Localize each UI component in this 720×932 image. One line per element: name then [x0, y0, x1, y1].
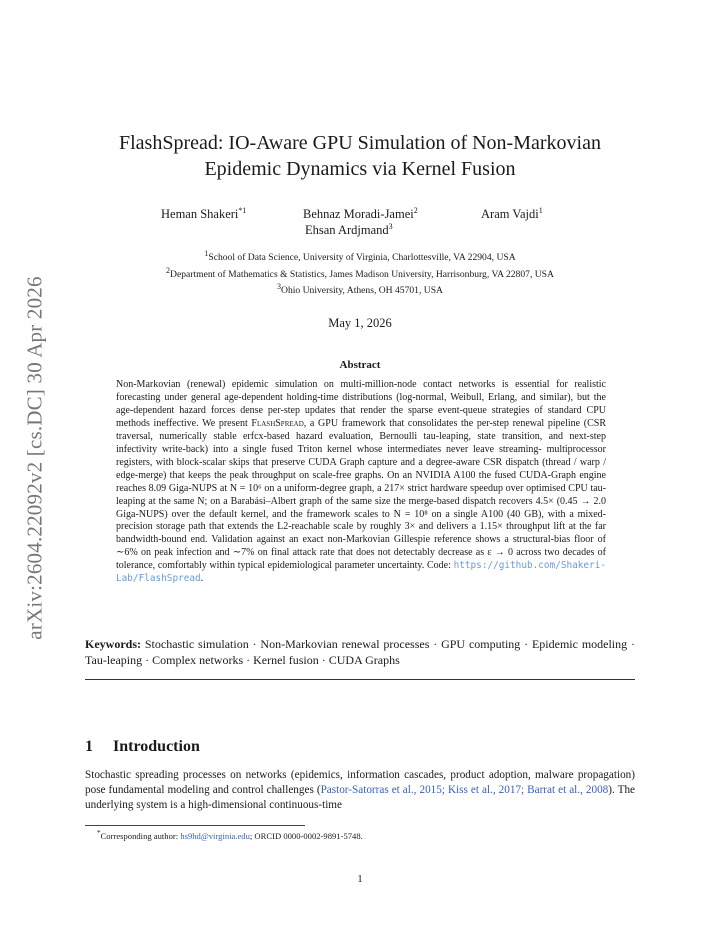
page-number: 1 [357, 873, 363, 885]
section-divider [85, 679, 635, 680]
author-2: Behnaz Moradi-Jamei$^2$ [303, 206, 418, 222]
email-link[interactable]: hs9hd@virginia.edu [180, 830, 250, 841]
publication-date: May 1, 2026 [328, 316, 392, 330]
affiliation-2: $^2$Department of Mathematics & Statistics, James Madison University, Harrisonburg, VA 22807, USA [166, 266, 554, 281]
author-3: Aram Vajdi$^1$ [481, 206, 543, 222]
footnote: *Corresponding author: hs9hd@virginia.edu; ORCID 0000-0002-9891-5748. [97, 829, 363, 841]
affiliation-3: $^3$Ohio University, Athens, OH 45701, USA [277, 282, 443, 297]
abstract-body: Non-Markovian (renewal) epidemic simulation on multi-million-node contact networks is essential for realistic forecasting under general age-dependent holding-time distributions (log-normal, Weibull, Erlang, and similar), but the age-dependent hazard forces dense per-step updates that render the sparse event-queue strategies of standard CPU methods ineffective. We present FlashSpread, a GPU framework that consolidates the per-step renewal pipeline (CSR traversal, numerically stable erfcx-based hazard evaluation, Bernoulli tau-leaping, state transition, and next-step infectivity write-back) into a single fused Triton kernel whose intermediates never leave streaming- multiprocessor registers, with block-scalar skips that preserve CUDA Graph capture and a degree-aware CSR dispatch (thread / warp / edge-merge) that keeps the peak throughput on scale-free graphs. On an NVIDIA A100 the fused CUDA-Graph engine reaches 8.09 Giga-NUPS at N = 10⁶ on a uniform-degree graph, a 217× strict hardware speedup over optimised CPU tau-leaping at the same N; on a Barabási–Albert graph of the same size the merge-based dispatch recovers 4.5× (0.45 → 2.0 Giga-NUPS) over the default kernel, and the framework scales to N = 10⁸ on a single A100 (40 GB), with a mixed-precision storage path that extends the L2-reachable scale by roughly 3× and delivers a 1.15× throughput lift at the far bandwidth-bound end. Validation against an exact non-Markovian Gillespie reference shows a structural-bias floor of ∼6% on peak infection and ∼7% on final attack rate that does not detectably decrease as ε → 0 across two decades of tolerance, comfortably within typical epidemiological parameter uncertainty. Code: https://github.com/Shakeri-Lab/FlashSpread. [116, 379, 606, 585]
affiliation-1: $^1$School of Data Science, University of Virginia, Charlottesville, VA 22904, USA [204, 249, 516, 264]
arxiv-identifier: arXiv:2604.22092v2 [cs.DC] 30 Apr 2026 [22, 276, 47, 640]
section-heading [85, 738, 200, 756]
keywords-list: Stochastic simulation · Non-Markovian renewal processes · GPU computing · Epidemic modeling · Tau-leaping · Complex networks · Kernel fusion · CUDA Graphs [85, 637, 635, 667]
framework-name: FlashSpread [251, 417, 304, 429]
title-line-1: FlashSpread: IO-Aware GPU Simulation of Non-Markovian [119, 132, 601, 154]
arxiv-sidebar [20, 258, 50, 658]
code-link[interactable]: https://github.com/Shakeri-Lab/FlashSpread [116, 560, 606, 585]
keywords-label: Keywords: [85, 637, 141, 651]
keywords [85, 636, 635, 668]
footnote-divider [85, 825, 305, 826]
introduction-paragraph: Stochastic spreading processes on networks (epidemics, information cascades, product adoption, malware propagation) pose fundamental modeling and control challenges (Pastor-Satorras et al., 2015; Kiss et al., 2017; Barrat et al., 2008). The underlying system is a high-dimensional continuous-time [85, 769, 636, 812]
abstract-heading: Abstract [339, 359, 381, 371]
author-4: Ehsan Ardjmand$^3$ [305, 222, 393, 238]
section-number: 1 [85, 738, 93, 755]
paper-title [85, 130, 635, 182]
section-title: Introduction [113, 738, 200, 755]
title-line-2: Epidemic Dynamics via Kernel Fusion [204, 158, 516, 180]
author-1: Heman Shakeri$^{*1}$ [161, 206, 247, 222]
citation-link[interactable]: Pastor-Satorras et al., 2015; Kiss et al., 2017; Barrat et al., 2008 [320, 784, 609, 797]
